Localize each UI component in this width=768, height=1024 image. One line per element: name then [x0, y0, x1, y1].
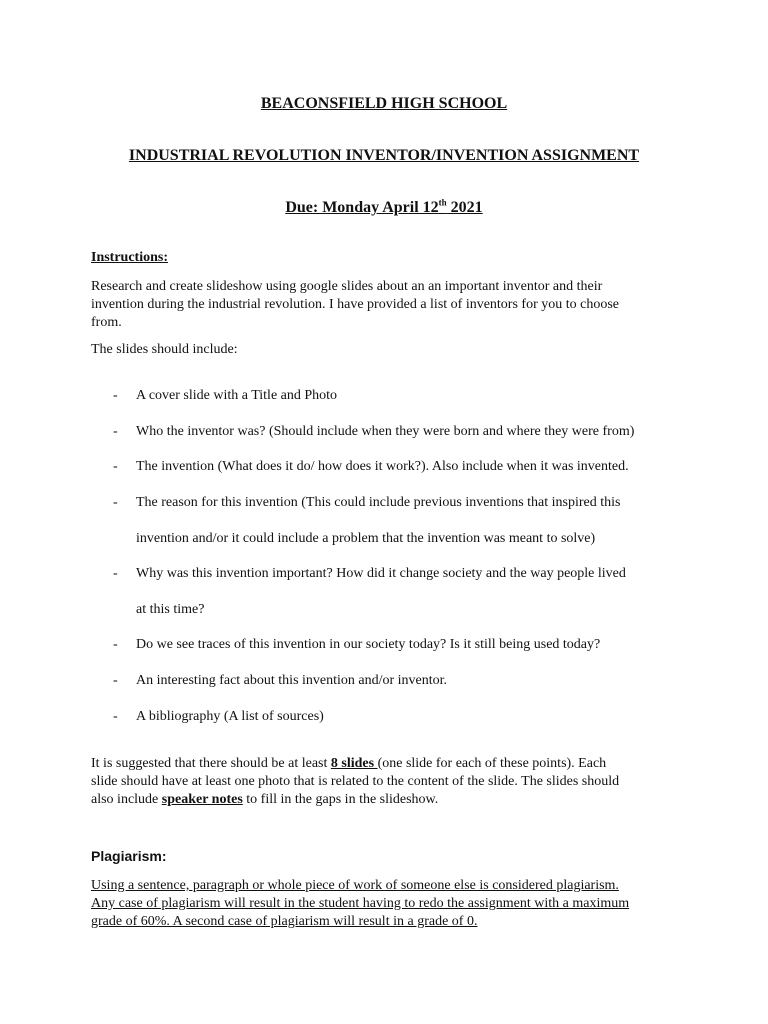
list-item: A cover slide with a Title and Photo [136, 388, 338, 403]
plagiarism-line: Using a sentence, paragraph or whole piece of work of someone else is considered plagiarism. [91, 878, 619, 893]
list-item: The invention (What does it do/ how does it work?). Also include when it was invented. [136, 459, 629, 474]
plagiarism-paragraph [91, 877, 691, 931]
suggestion-line [91, 755, 691, 773]
due-date-superscript: th [438, 197, 447, 208]
instructions-line: Research and create slideshow using google slides about an an important inventor and their [91, 279, 603, 294]
instructions-paragraph [91, 278, 691, 332]
list-item: Do we see traces of this invention in our society today? Is it still being used today? [136, 637, 601, 652]
suggestion-line: slide should have at least one photo that is related to the content of the slide. The slides should [91, 774, 620, 789]
school-title [0, 95, 768, 113]
suggestion-paragraph [91, 755, 691, 809]
school-title-text: BEACONSFIELD HIGH SCHOOL [260, 95, 508, 112]
assignment-title [0, 147, 768, 165]
list-bullet: - [113, 566, 118, 581]
suggestion-line [91, 791, 691, 809]
list-item: Why was this invention important? How did it change society and the way people lived [136, 566, 626, 581]
instructions-line: from. [91, 315, 122, 330]
due-date [0, 199, 768, 217]
suggestion-text: also include [91, 792, 162, 807]
list-item: Who the inventor was? (Should include when they were born and where they were from) [136, 424, 635, 439]
list-item-continuation: invention and/or it could include a problem that the invention was meant to solve) [136, 531, 596, 546]
due-date-text: Due: Monday April 12 [285, 199, 439, 216]
list-bullet: - [113, 459, 118, 474]
list-item: An interesting fact about this invention and/or inventor. [136, 673, 448, 688]
assignment-title-text: INDUSTRIAL REVOLUTION INVENTOR/INVENTION ASSIGNMENT [128, 147, 640, 164]
suggestion-text: to fill in the gaps in the slideshow. [242, 792, 439, 807]
list-bullet: - [113, 709, 118, 724]
slides-intro: The slides should include: [91, 342, 238, 357]
plagiarism-line: grade of 60%. A second case of plagiarism will result in a grade of 0. [91, 914, 478, 929]
list-item: A bibliography (A list of sources) [136, 709, 324, 724]
slide-count-emphasis: 8 slides [330, 756, 378, 771]
plagiarism-line: Any case of plagiarism will result in the student having to redo the assignment with a maximum [91, 896, 630, 911]
due-date-year: 2021 [446, 199, 483, 216]
suggestion-text: It is suggested that there should be at least [91, 756, 331, 771]
list-item-continuation: at this time? [136, 602, 205, 617]
suggestion-text: (one slide for each of these points). Each [377, 756, 607, 771]
list-bullet: - [113, 637, 118, 652]
list-bullet: - [113, 673, 118, 688]
instructions-line: invention during the industrial revolution. I have provided a list of inventors for you to choose [91, 297, 620, 312]
list-bullet: - [113, 388, 118, 403]
list-bullet: - [113, 424, 118, 439]
plagiarism-heading: Plagiarism: [91, 848, 167, 864]
list-item: The reason for this invention (This could include previous inventions that inspired this [136, 495, 621, 510]
list-bullet: - [113, 495, 118, 510]
speaker-notes-emphasis: speaker notes [161, 792, 243, 807]
instructions-heading: Instructions: [91, 250, 169, 265]
